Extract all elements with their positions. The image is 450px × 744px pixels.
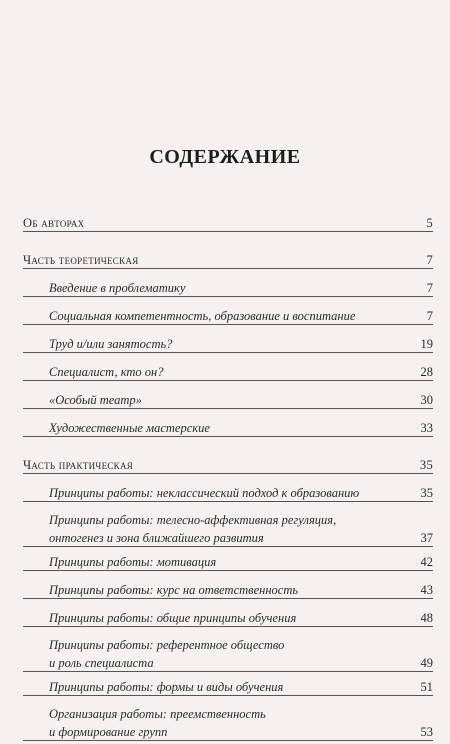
toc-entry-title [23, 458, 415, 473]
toc-page-number: 53 [420, 725, 433, 739]
toc-page-number: 35 [420, 486, 433, 500]
toc-entry [23, 638, 433, 672]
toc-page-number: 49 [420, 656, 433, 670]
toc-page-number: 19 [420, 337, 433, 351]
toc-entry-line: Принципы работы: мотивация [49, 555, 217, 569]
toc-page-number: 51 [420, 680, 433, 694]
toc-page-number: 5 [426, 216, 433, 230]
toc-page-number: 43 [420, 583, 433, 597]
toc-page-number: 35 [419, 458, 433, 472]
toc-entry-line: Организация работы: преемственность [49, 707, 266, 721]
toc-page-number: 37 [420, 531, 433, 545]
toc-entry-title [23, 216, 415, 231]
toc-entry [23, 555, 433, 571]
toc-entry-title [49, 337, 415, 352]
toc-entry-line: Часть теоретическая [23, 253, 139, 267]
toc-entry-line: онтогенез и зона ближайшего развития [49, 531, 264, 545]
page-title: СОДЕРЖАНИЕ [149, 146, 301, 168]
toc-entry-line: Принципы работы: формы и виды обучения [49, 680, 284, 694]
toc-entry-title [49, 707, 415, 740]
toc-entry-line: «Особый театр» [49, 393, 142, 407]
toc-page-number: 7 [426, 309, 433, 323]
toc-entry [23, 365, 433, 381]
toc-entry-title [49, 611, 415, 626]
toc-entry [23, 486, 433, 502]
toc-entry [23, 611, 433, 627]
toc-entry-line: Об авторах [23, 216, 85, 230]
toc-entry-line: Принципы работы: общие принципы обучения [49, 611, 297, 625]
toc-page-number: 33 [420, 421, 433, 435]
toc-entry-line: Социальная компетентность, образование и воспитание [49, 309, 356, 323]
toc-entry-title [49, 309, 415, 324]
toc-section [23, 216, 433, 232]
toc-entry-title [23, 253, 415, 268]
toc-entry-line: Труд и/или занятость? [49, 337, 173, 351]
toc-entry-line: и формирование групп [49, 725, 168, 739]
toc-page-number: 7 [426, 281, 433, 295]
toc-entry [23, 393, 433, 409]
toc-page-number: 28 [420, 365, 433, 379]
toc-entry-title [49, 281, 415, 296]
toc-entry-title [49, 365, 415, 380]
toc-entry-title [49, 513, 415, 546]
toc-page-number: 48 [420, 611, 433, 625]
toc-entry-line: и роль специалиста [49, 656, 154, 670]
toc-entry-title [49, 680, 415, 695]
toc-entry-title [49, 583, 415, 598]
toc-entry-title [49, 638, 415, 671]
toc-entry [23, 421, 433, 437]
toc-page-number: 7 [426, 253, 433, 267]
toc-section [23, 253, 433, 269]
toc-entry-line: Принципы работы: телесно-аффективная регуляция, [49, 513, 337, 527]
toc-entry-title [49, 421, 415, 436]
toc-entry [23, 309, 433, 325]
toc-entry [23, 583, 433, 599]
toc-entry-line: Принципы работы: неклассический подход к образованию [49, 486, 360, 500]
toc-entry-line: Принципы работы: референтное общество [49, 638, 285, 652]
toc-entry [23, 337, 433, 353]
toc-entry-title [49, 555, 415, 570]
toc-page-number: 30 [420, 393, 433, 407]
toc-entry-line: Введение в проблематику [49, 281, 186, 295]
toc-entry-line: Принципы работы: курс на ответственность [49, 583, 299, 597]
toc-entry [23, 707, 433, 741]
toc-entry [23, 513, 433, 547]
toc-section [23, 458, 433, 474]
toc-entry [23, 281, 433, 297]
toc-entry-line: Специалист, кто он? [49, 365, 164, 379]
toc-entry-line: Часть практическая [23, 458, 134, 472]
toc-entry [23, 680, 433, 696]
toc-entry-line: Художественные мастерские [49, 421, 210, 435]
toc-entry-title [49, 486, 415, 501]
toc-page-number: 42 [420, 555, 433, 569]
toc-entry-title [49, 393, 415, 408]
